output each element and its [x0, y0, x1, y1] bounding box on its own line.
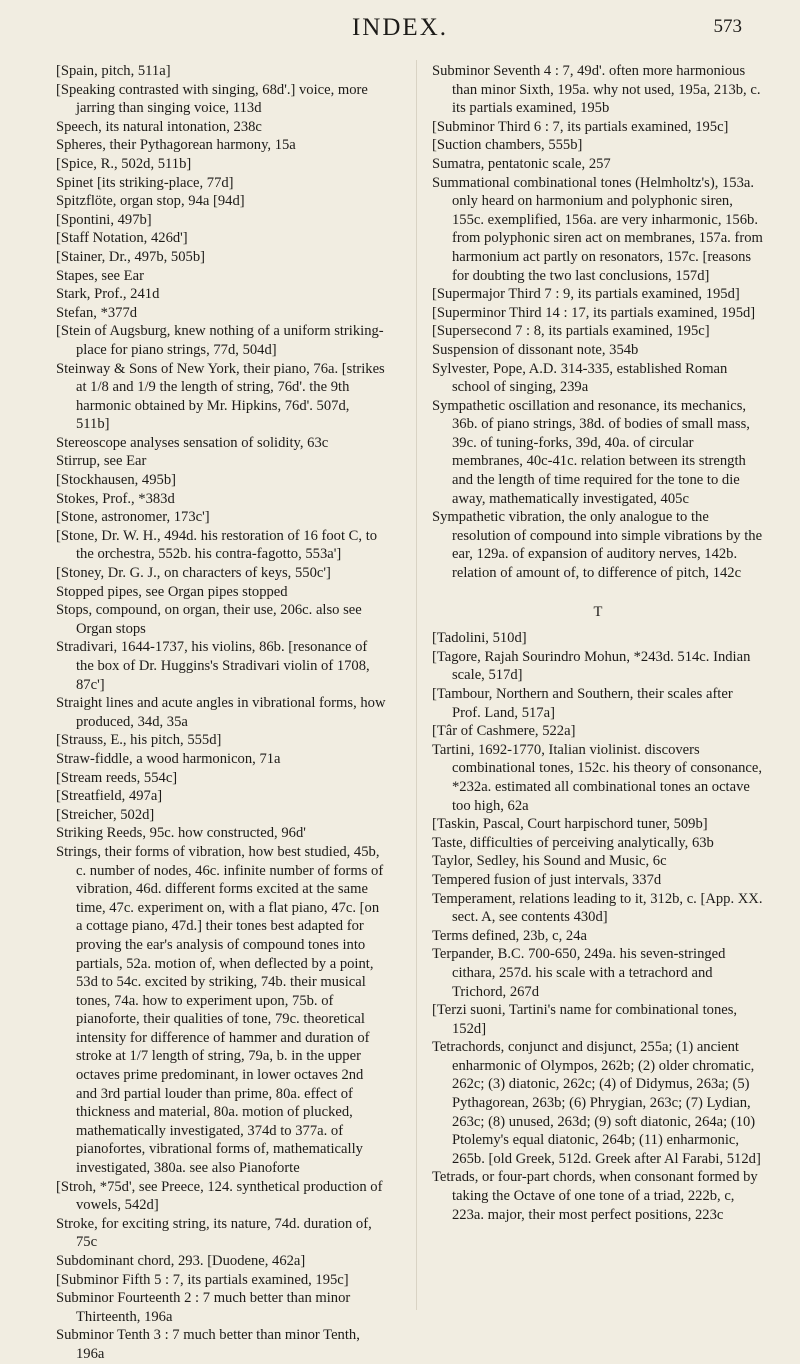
index-entry: [Stockhausen, 495b] — [56, 472, 176, 489]
index-entry: Spinet [its striking-place, 77d] — [56, 174, 234, 191]
index-entry: [Spain, pitch, 511a] — [56, 63, 171, 79]
index-entry: Taylor, Sedley, his Sound and Music, 6c — [432, 853, 667, 870]
t-entries — [432, 629, 764, 1224]
index-entry: Subminor Fourteenth 2 : 7 much better than minor Thirteenth, 196a — [56, 1290, 351, 1325]
index-entry: Striking Reeds, 95c. how constructed, 96d' — [56, 825, 306, 842]
index-entry: Subdominant chord, 293. [Duodene, 462a] — [56, 1253, 306, 1269]
index-entry: [Subminor Third 6 : 7, its partials examined, 195c] — [432, 118, 729, 135]
index-entry: [Streatfield, 497a] — [56, 788, 163, 805]
index-entry: Terpander, B.C. 700-650, 249a. his seven-stringed cithara, 257d. his scale with a tetrachord and Trichord, 267d — [432, 946, 726, 1000]
index-entry: [Suction chambers, 555b] — [432, 137, 583, 154]
index-entry: [Stoney, Dr. G. J., on characters of keys, 550c'] — [56, 565, 331, 582]
index-entry: [Terzi suoni, Tartini's name for combinational tones, 152d] — [432, 1002, 738, 1037]
index-entry: [Speaking contrasted with singing, 68d'.] voice, more jarring than singing voice, 113d — [56, 81, 368, 117]
index-entry: [Stroh, *75d', see Preece, 124. synthetical production of vowels, 542d] — [56, 1178, 383, 1214]
index-entry: Stokes, Prof., *383d — [56, 490, 175, 507]
index-entry: [Spice, R., 502d, 511b] — [56, 155, 192, 172]
index-entry: Spitzflöte, organ stop, 94a [94d] — [56, 193, 245, 210]
index-entry: [Târ of Cashmere, 522a] — [432, 723, 576, 740]
page-title: INDEX. — [351, 14, 448, 41]
index-entry: Stirrup, see Ear — [56, 453, 147, 470]
index-entry: [Taskin, Pascal, Court harpischord tuner, 509b] — [432, 816, 708, 833]
index-entry: [Tadolini, 510d] — [432, 630, 527, 647]
index-entry: [Tagore, Rajah Sourindro Mohun, *243d. 514c. Indian scale, 517d] — [432, 648, 751, 684]
index-entry: Strings, their forms of vibration, how best studied, 45b, c. number of nodes, 46c. infinite number of forms of vibration, 46d. different forms excited at the same time, 47c. experiment on, with a flat piano, 47c. [on a cottage piano, 47d.] their tones best adapted for proving the ear's analysis of compound tones into partials, 52a. motion of, when deflected by a point, 53d to 54c. excited by striking, 74b. their musical tones, 74a. how to experiment upon, 75b. of pianoforte, their qualities of tone, 79c. theoretical intensity for difference of hammer and duration of stroke at 1/7 length of string, 79a, b. in the upper octaves prime predominant, in lower octaves 2nd and 3rd partial louder than prime, 80a. effect of thickness and material, 80a. motion of plucked, mathematically investigated, 374d to 377a. of pianofortes, vibrational forms of, mathematically investigated, 380a. see also Pianoforte — [56, 843, 384, 1177]
left-column — [56, 62, 386, 1364]
index-entry: Temperament, relations leading to it, 312b, c. [App. XX. sect. A, see contents 430d] — [432, 890, 763, 926]
index-entry: Terms defined, 23b, c, 24a — [432, 927, 588, 944]
index-entry: [Subminor Fifth 5 : 7, its partials examined, 195c] — [56, 1271, 349, 1288]
page-number: 573 — [713, 16, 742, 37]
index-entry: Stops, compound, on organ, their use, 206c. also see Organ stops — [56, 602, 362, 637]
index-entry: [Spontini, 497b] — [56, 211, 152, 228]
index-entry: [Supermajor Third 7 : 9, its partials examined, 195d] — [432, 286, 740, 303]
index-entry: Summational combinational tones (Helmholtz's), 153a. only heard on harmonium and polyphonic siren, 155c. exemplified, 156a. are very inharmonic, 156b. from polyphonic siren act on membranes, 157a. from harmonium act partly on resonators, 157c. [reasons for doubting the two last conclusions, 157d] — [432, 174, 763, 284]
index-entry: Speech, its natural intonation, 238c — [56, 118, 262, 135]
index-entry: [Supersecond 7 : 8, its partials examined, 195c] — [432, 323, 710, 340]
index-entry: Tetrads, or four-part chords, when consonant formed by taking the Octave of one tone of a triad, 222b, c, 223a. major, their most perfect positions, 223c — [432, 1169, 758, 1223]
index-entry: Stradivari, 1644-1737, his violins, 86b. [resonance of the box of Dr. Huggins's Stradivari violin of 1708, 87c'] — [56, 639, 370, 693]
index-entry: Stopped pipes, see Organ pipes stopped — [56, 583, 288, 600]
column-divider — [416, 60, 417, 1310]
index-entry: [Superminor Third 14 : 17, its partials examined, 195d] — [432, 304, 756, 321]
index-entry: Subminor Seventh 4 : 7, 49d'. often more harmonious than minor Sixth, 195a. why not used, 195a, 213b, c. its partials examined, 195b — [432, 63, 761, 117]
index-entry: Steinway & Sons of New York, their piano, 76a. [strikes at 1/8 and 1/9 the length of string, 76d'. the 9th harmonic obtained by Mr. Hipkins, 76d'. 507d, 511b] — [56, 360, 385, 433]
index-entry: [Tambour, Northern and Southern, their scales after Prof. Land, 517a] — [432, 686, 733, 721]
index-entry: Tartini, 1692-1770, Italian violinist. discovers combinational tones, 152c. his theory of consonance, *232a. estimated all combinational tones an octave too high, 62a — [432, 741, 763, 814]
index-entry: Sylvester, Pope, A.D. 314-335, established Roman school of singing, 239a — [432, 360, 728, 396]
index-entry: [Stainer, Dr., 497b, 505b] — [56, 248, 205, 265]
s-entries-continued — [432, 62, 764, 583]
index-entry: Stereoscope analyses sensation of solidity, 63c — [56, 434, 329, 451]
index-entry: Stroke, for exciting string, its nature, 74d. duration of, 75c — [56, 1215, 372, 1251]
index-entry: [Strauss, E., his pitch, 555d] — [56, 732, 222, 749]
index-entry: [Stein of Augsburg, knew nothing of a uniform striking-place for piano strings, 77d, 504d] — [56, 323, 384, 358]
right-column — [432, 62, 764, 1224]
index-entry: [Streicher, 502d] — [56, 806, 155, 823]
index-entry: Spheres, their Pythagorean harmony, 15a — [56, 137, 296, 154]
index-entry: Straight lines and acute angles in vibrational forms, how produced, 34d, 35a — [56, 695, 386, 730]
index-entry: [Stone, Dr. W. H., 494d. his restoration of 16 foot C, to the orchestra, 552b. his contra-fagotto, 553a'] — [56, 527, 378, 563]
index-entry: Sympathetic vibration, the only analogue to the resolution of compound into simple vibrations by the ear, 129a. of expansion of auditory nerves, 142b. relation of amount of, to difference of pitch, 142c — [432, 509, 763, 582]
index-entry: Tempered fusion of just intervals, 337d — [432, 871, 662, 888]
index-entry: Stefan, *377d — [56, 304, 138, 321]
index-entry: Tetrachords, conjunct and disjunct, 255a; (1) ancient enharmonic of Olympos, 262b; (2) older chromatic, 262c; (3) diatonic, 262c; (4) of Didymus, 263a; (5) Pythagorean, 263b; (6) Phrygian, 263c; (7) Lydian, 263c; (8) unused, 263d; (9) soft diatonic, 264a; (10) Ptolemy's equal diatonic, 264b; (11) enharmonic, 265b. [old Greek, 512d. Greek after Al Farabi, 512d] — [432, 1039, 761, 1167]
index-entry: Subminor Tenth 3 : 7 much better than minor Tenth, 196a — [56, 1327, 360, 1362]
index-entry: [Staff Notation, 426d'] — [56, 230, 188, 247]
index-entry: Stapes, see Ear — [56, 267, 144, 284]
index-entry: Sumatra, pentatonic scale, 257 — [432, 155, 611, 172]
index-entry: [Stream reeds, 554c] — [56, 769, 178, 786]
section-letter-t: T — [593, 603, 603, 620]
index-entry: Straw-fiddle, a wood harmonicon, 71a — [56, 750, 281, 767]
index-entry: [Stone, astronomer, 173c'] — [56, 509, 210, 526]
index-entry: Taste, difficulties of perceiving analytically, 63b — [432, 834, 714, 851]
index-entry: Sympathetic oscillation and resonance, its mechanics, 36b. of piano strings, 38d. of bodies of small mass, 39c. of tuning-forks, 39d, 40a. of circular membranes, 40c-41c. relation between its strength and the length of time required for the tone to die away, mathematically investigated, 405c — [432, 397, 750, 507]
index-entry: Suspension of dissonant note, 354b — [432, 341, 639, 358]
index-entry: Stark, Prof., 241d — [56, 286, 160, 303]
